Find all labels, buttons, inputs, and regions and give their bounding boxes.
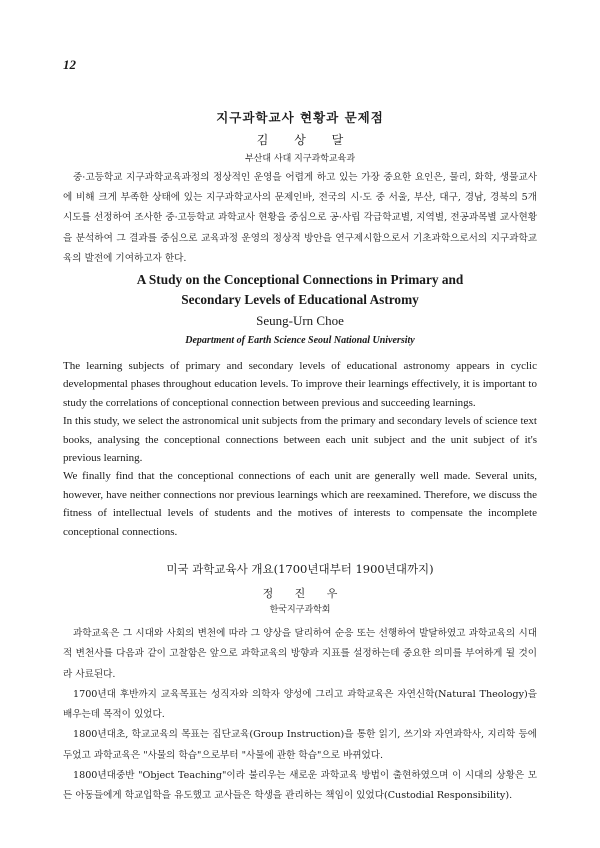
korean-article-author: 김 상 달 [256,133,344,147]
english-paragraph: We finally find that the conceptional connections of each unit are generally well made. Several units, however, have neither connections nor previous learnings which are reexamined. Therefore, we discuss the fitness of intellectual levels of students and the motives of interests to compensate the incomplete conceptional connections. [63,470,537,538]
korean-paragraph: 1800년대중반 "Object Teaching"이라 불리우는 새로운 과학교육 방법이 출현하였으며 이 시대의 상황은 모든 아동들에게 학교입학을 유도했고 교사들은 학생을 관리하는 책임이 있었다(Custodial Responsibility). [63,770,537,802]
english-article-title [0,270,600,310]
english-article-body [63,357,537,541]
korean-article-2-body [63,624,537,807]
korean-article-abstract: 중·고등학교 지구과학교육과정의 정상적인 운영을 어렵게 하고 있는 가장 중요한 요인은, 물리, 화학, 생물교사에 비해 크게 부족한 상태에 있는 지구과학교사의 문제인바, 전국의 시·도 중 서울, 부산, 대구, 경남, 경북의 5개 시도를 선정하여 조사한 중·고등학교 과학교사 현황을 중심으로 공·사립 각급학교별, 지역별, 전공과목별 교사현황을 분석하여 그 결과를 중심으로 교육과정 운영의 정상적 방안을 연구제시함으로서 기초과학으로서의 지구과학교육의 발전에 기여하고자 한다. [63,172,537,264]
korean-article-2-author: 정 진 우 [262,587,338,600]
page-number: 12 [63,57,76,72]
english-paragraph: In this study, we select the astronomical unit subjects from the primary and secondary levels of science text books, analysing the conceptional connections between each unit subject and the unit subject of it's previous learning. [63,415,537,465]
korean-article-2-affiliation: 한국지구과학회 [269,605,331,615]
korean-article-2-title: 미국 과학교육사 개요(1700년대부터 1900년대까지) [166,562,434,576]
english-article-author: Seung-Urn Choe [256,313,344,328]
korean-paragraph: 과학교육은 그 시대와 사회의 변천에 따라 그 양상을 달리하여 순응 또는 선행하여 발달하였고 과학교육의 시대적 변천사를 다음과 같이 고찰함은 앞으로 과학교육의 방향과 지표를 설정하는데 중요한 의미를 부여하게 될 것이라 사료된다. [63,628,537,680]
english-title-line-2: Secondary Levels of Educational Astromy [181,292,419,307]
korean-paragraph: 1800년대초, 학교교육의 목표는 집단교육(Group Instruction)을 통한 읽기, 쓰기와 자연과학사, 지리학 등에 두었고 과학교육은 "사물의 학습"으로부터 "사물에 관한 학습"으로 바뀌었다. [63,729,537,761]
english-paragraph: The learning subjects of primary and secondary levels of educational astronomy appears in cyclic developmental phases throughout education levels. To improve their learnings effectively, it is important to study the correlations of conceptional connection between previous and succeeding learnings. [63,360,537,409]
english-article-affiliation: Department of Earth Science Seoul National University [185,335,415,346]
korean-article-affiliation: 부산대 사대 지구과학교육과 [244,154,356,164]
korean-paragraph: 1700년대 후반까지 교육목표는 성직자와 의학자 양성에 그리고 과학교육은 자연신학(Natural Theology)을 배우는데 목적이 있었다. [63,688,537,721]
english-title-line-1: A Study on the Conceptional Connections in Primary and [136,272,464,287]
korean-article-title: 지구과학교사 현황과 문제점 [216,110,384,125]
